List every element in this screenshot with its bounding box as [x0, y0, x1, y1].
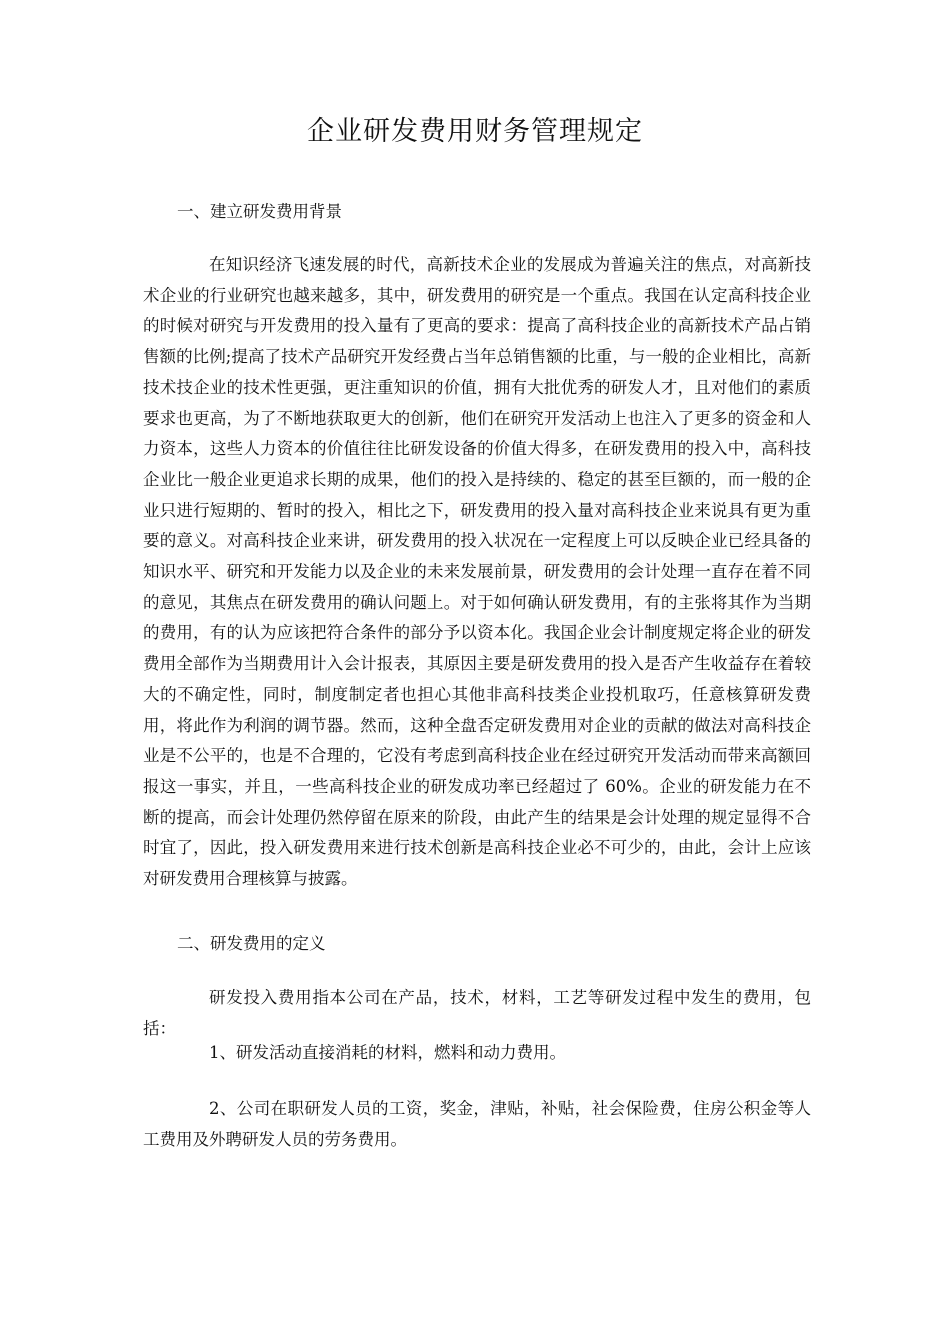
section1-heading: 一、建立研发费用背景 — [177, 202, 342, 221]
list-item-2: 2、公司在职研发人员的工资，奖金，津贴，补贴，社会保险费，住房公积金等人工费用及外聘研发人员的劳务费用。 — [143, 1099, 811, 1149]
section2-intro: 研发投入费用指本公司在产品，技术，材料，工艺等研发过程中发生的费用，包括： — [143, 988, 811, 1038]
section2-heading: 二、研发费用的定义 — [177, 934, 326, 953]
document-title: 企业研发费用财务管理规定 — [307, 116, 643, 147]
list-item-1: 1、研发活动直接消耗的材料，燃料和动力费用。 — [209, 1043, 566, 1062]
section1-paragraph: 在知识经济飞速发展的时代，高新技术企业的发展成为普遍关注的焦点，对高新技术企业的行业研究也越来越多，其中，研发费用的研究是一个重点。我国在认定高科技企业的时候对研究与开发费用的投入量有了更高的要求：提高了高科技企业的高新技术产品占销售额的比例;提高了技术产品研究开发经费占当年总销售额的比重，与一般的企业相比，高新技术技企业的技术性更强，更注重知识的价值，拥有大批优秀的研发人才，且对他们的素质要求也更高，为了不断地获取更大的创新，他们在研究开发活动上也注入了更多的资金和人力资本，这些人力资本的价值往往比研发设备的价值大得多，在研发费用的投入中，高科技企业比一般企业更追求长期的成果，他们的投入是持续的、稳定的甚至巨额的，而一般的企业只进行短期的、暂时的投入，相比之下，研发费用的投入量对高科技企业来说具有更为重要的意义。对高科技企业来讲，研发费用的投入状况在一定程度上可以反映企业已经具备的知识水平、研究和开发能力以及企业的未来发展前景，研发费用的会计处理一直存在着不同的意见，其焦点在研发费用的确认问题上。对于如何确认研发费用，有的主张将其作为当期的费用，有的认为应该把符合条件的部分予以资本化。我国企业会计制度规定将企业的研发费用全部作为当期费用计入会计报表，其原因主要是研发费用的投入是否产生收益存在着较大的不确定性，同时，制度制定者也担心其他非高科技类企业投机取巧，任意核算研发费用，将此作为利润的调节器。然而，这种全盘否定研发费用对企业的贡献的做法对高科技企业是不公平的，也是不合理的，它没有考虑到高科技企业在经过研究开发活动而带来高额回报这一事实，并且，一些高科技企业的研发成功率已经超过了 60%。企业的研发能力在不断的提高，而会计处理仍然停留在原来的阶段，由此产生的结果是会计处理的规定显得不合时宜了，因此，投入研发费用来进行技术创新是高科技企业必不可少的，由此，会计上应该对研发费用合理核算与披露。 — [143, 255, 811, 889]
